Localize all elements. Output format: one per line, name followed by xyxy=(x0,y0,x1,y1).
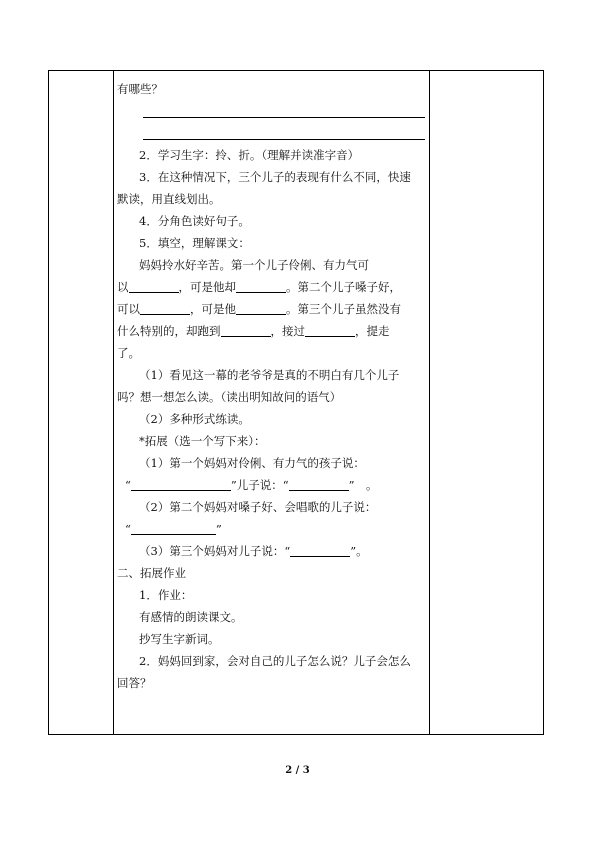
blank xyxy=(140,300,190,315)
text-line: 有哪些？ xyxy=(117,82,163,96)
text-line: 了。 xyxy=(117,346,140,360)
text-line: 妈妈拎水好辛苦。第一个儿子伶俐、有力气可 xyxy=(139,258,369,272)
column-divider-left xyxy=(113,71,114,734)
text-line: *拓展（选一个写下来）： xyxy=(139,434,266,448)
text-line: （2）第二个妈妈对嗓子好、会唱歌的儿子说： xyxy=(139,500,377,514)
text-line: 2．学习生字：拎、折。（理解并读准字音） xyxy=(139,148,360,162)
text-line: （2）多种形式练读。 xyxy=(139,412,250,426)
text-line: 4．分角色读好句子。 xyxy=(139,214,250,228)
fill-blank-line: “ ” xyxy=(125,522,222,536)
text-line: 吗？想一想怎么读。（读出明知故问的语气） xyxy=(117,390,342,404)
text-line: （1）看见这一幕的老爷爷是真的不明白有几个儿子 xyxy=(139,368,400,382)
blank xyxy=(131,476,231,491)
fill-blank-line: 可以 ，可是他 。第三个儿子虽然没有 xyxy=(117,302,401,316)
blank xyxy=(236,278,286,293)
fill-blank-line: 什么特别的，却跑到 ，接过 ，提走 xyxy=(117,324,390,338)
fill-blank-line: （3）第三个妈妈对儿子说：“ ”。 xyxy=(139,544,368,558)
fill-blank-line: 以 ，可是他却 。第二个儿子嗓子好， xyxy=(117,280,401,294)
text-line: （1）第一个妈妈对伶俐、有力气的孩子说： xyxy=(139,456,365,470)
blank xyxy=(221,322,271,337)
answer-rule-line xyxy=(117,122,425,144)
fill-blank-line: “ ”儿子说：“ ” 。 xyxy=(125,478,378,492)
blank xyxy=(131,520,216,535)
page-number: 2 / 3 xyxy=(285,765,310,776)
section-heading: 二、拓展作业 xyxy=(117,566,186,580)
blank xyxy=(305,322,355,337)
text-line: 抄写生字新词。 xyxy=(139,632,220,646)
lesson-content xyxy=(117,78,425,694)
blank xyxy=(236,300,286,315)
column-divider-right xyxy=(429,71,430,734)
text-line: 有感情的朗读课文。 xyxy=(139,610,243,624)
blank xyxy=(129,278,179,293)
text-line: 2．妈妈回到家，会对自己的儿子怎么说？儿子会怎么 xyxy=(139,654,411,668)
text-line: 回答？ xyxy=(117,676,152,690)
text-line: 5．填空，理解课文： xyxy=(139,236,250,250)
answer-rule-line xyxy=(117,100,425,122)
text-line: 1．作业： xyxy=(139,588,193,602)
text-line: 默读，用直线划出。 xyxy=(117,192,221,206)
blank xyxy=(290,542,350,557)
text-line: 3．在这种情况下，三个儿子的表现有什么不同，快速 xyxy=(139,170,411,184)
blank xyxy=(289,476,349,491)
